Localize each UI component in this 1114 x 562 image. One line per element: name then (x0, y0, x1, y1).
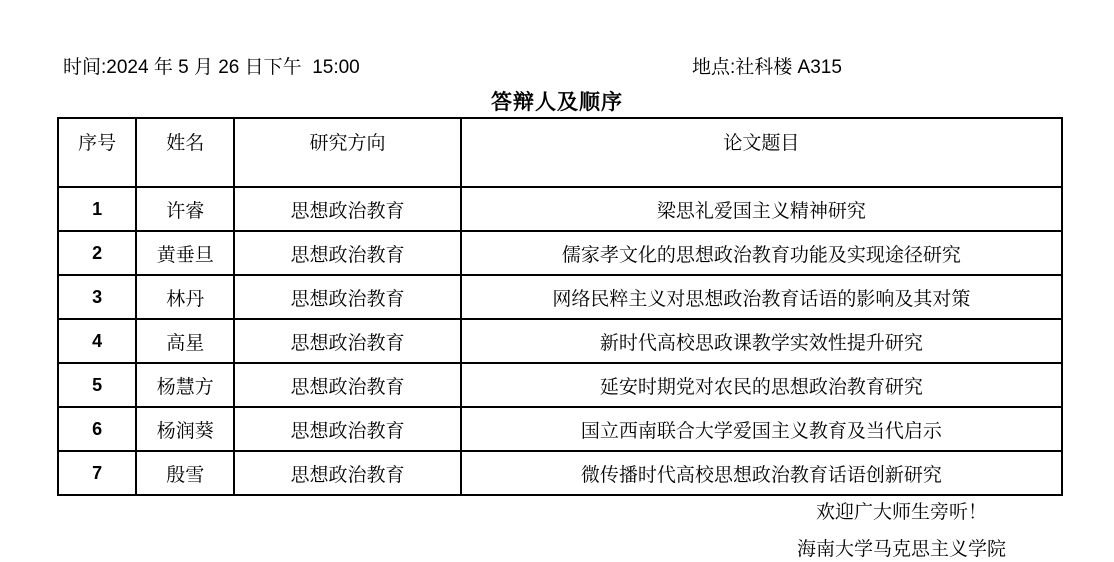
cell-name: 殷雪 (136, 451, 234, 495)
cell-direction: 思想政治教育 (234, 451, 460, 495)
cell-thesis: 延安时期党对农民的思想政治教育研究 (461, 363, 1062, 407)
organization-text: 海南大学马克思主义学院 (796, 539, 1006, 560)
cell-no: 1 (58, 187, 136, 231)
cell-name: 杨润葵 (136, 407, 234, 451)
cell-no: 4 (58, 319, 136, 363)
table-row (58, 231, 1062, 275)
cell-name: 许睿 (136, 187, 234, 231)
table-row (58, 187, 1062, 231)
cell-no: 2 (58, 231, 136, 275)
cell-thesis: 新时代高校思政课教学实效性提升研究 (461, 319, 1062, 363)
meta-row (0, 52, 1114, 80)
cell-thesis: 微传播时代高校思想政治教育话语创新研究 (461, 451, 1062, 495)
table-row (58, 275, 1062, 319)
cell-name: 高星 (136, 319, 234, 363)
column-header-name: 姓名 (136, 118, 234, 187)
table-row (58, 319, 1062, 363)
cell-direction: 思想政治教育 (234, 275, 460, 319)
cell-name: 黄垂旦 (136, 231, 234, 275)
cell-name: 杨慧方 (136, 363, 234, 407)
footer (0, 494, 1114, 562)
location-text: 地点:社科楼 A315 (692, 57, 842, 78)
cell-direction: 思想政治教育 (234, 231, 460, 275)
table-header-row (58, 118, 1062, 187)
column-header-direction: 研究方向 (234, 118, 460, 187)
cell-no: 7 (58, 451, 136, 495)
table-row (58, 407, 1062, 451)
cell-name: 林丹 (136, 275, 234, 319)
table-row (58, 451, 1062, 495)
cell-direction: 思想政治教育 (234, 187, 460, 231)
column-header-thesis: 论文题目 (461, 118, 1062, 187)
time-text: 时间:2024 年 5 月 26 日下午 15:00 (63, 57, 360, 78)
footer-inner (797, 494, 1006, 562)
defense-schedule-table (57, 117, 1063, 496)
cell-thesis: 网络民粹主义对思想政治教育话语的影响及其对策 (461, 275, 1062, 319)
cell-direction: 思想政治教育 (234, 363, 460, 407)
cell-direction: 思想政治教育 (234, 407, 460, 451)
cell-no: 6 (58, 407, 136, 451)
welcome-text: 欢迎广大师生旁听！ (815, 502, 987, 523)
cell-direction: 思想政治教育 (234, 319, 460, 363)
cell-thesis: 梁思礼爱国主义精神研究 (461, 187, 1062, 231)
column-header-no: 序号 (58, 118, 136, 187)
table-row (58, 363, 1062, 407)
cell-thesis: 国立西南联合大学爱国主义教育及当代启示 (461, 407, 1062, 451)
page-title: 答辩人及顺序 (491, 90, 623, 114)
cell-thesis: 儒家孝文化的思想政治教育功能及实现途径研究 (461, 231, 1062, 275)
cell-no: 3 (58, 275, 136, 319)
cell-no: 5 (58, 363, 136, 407)
